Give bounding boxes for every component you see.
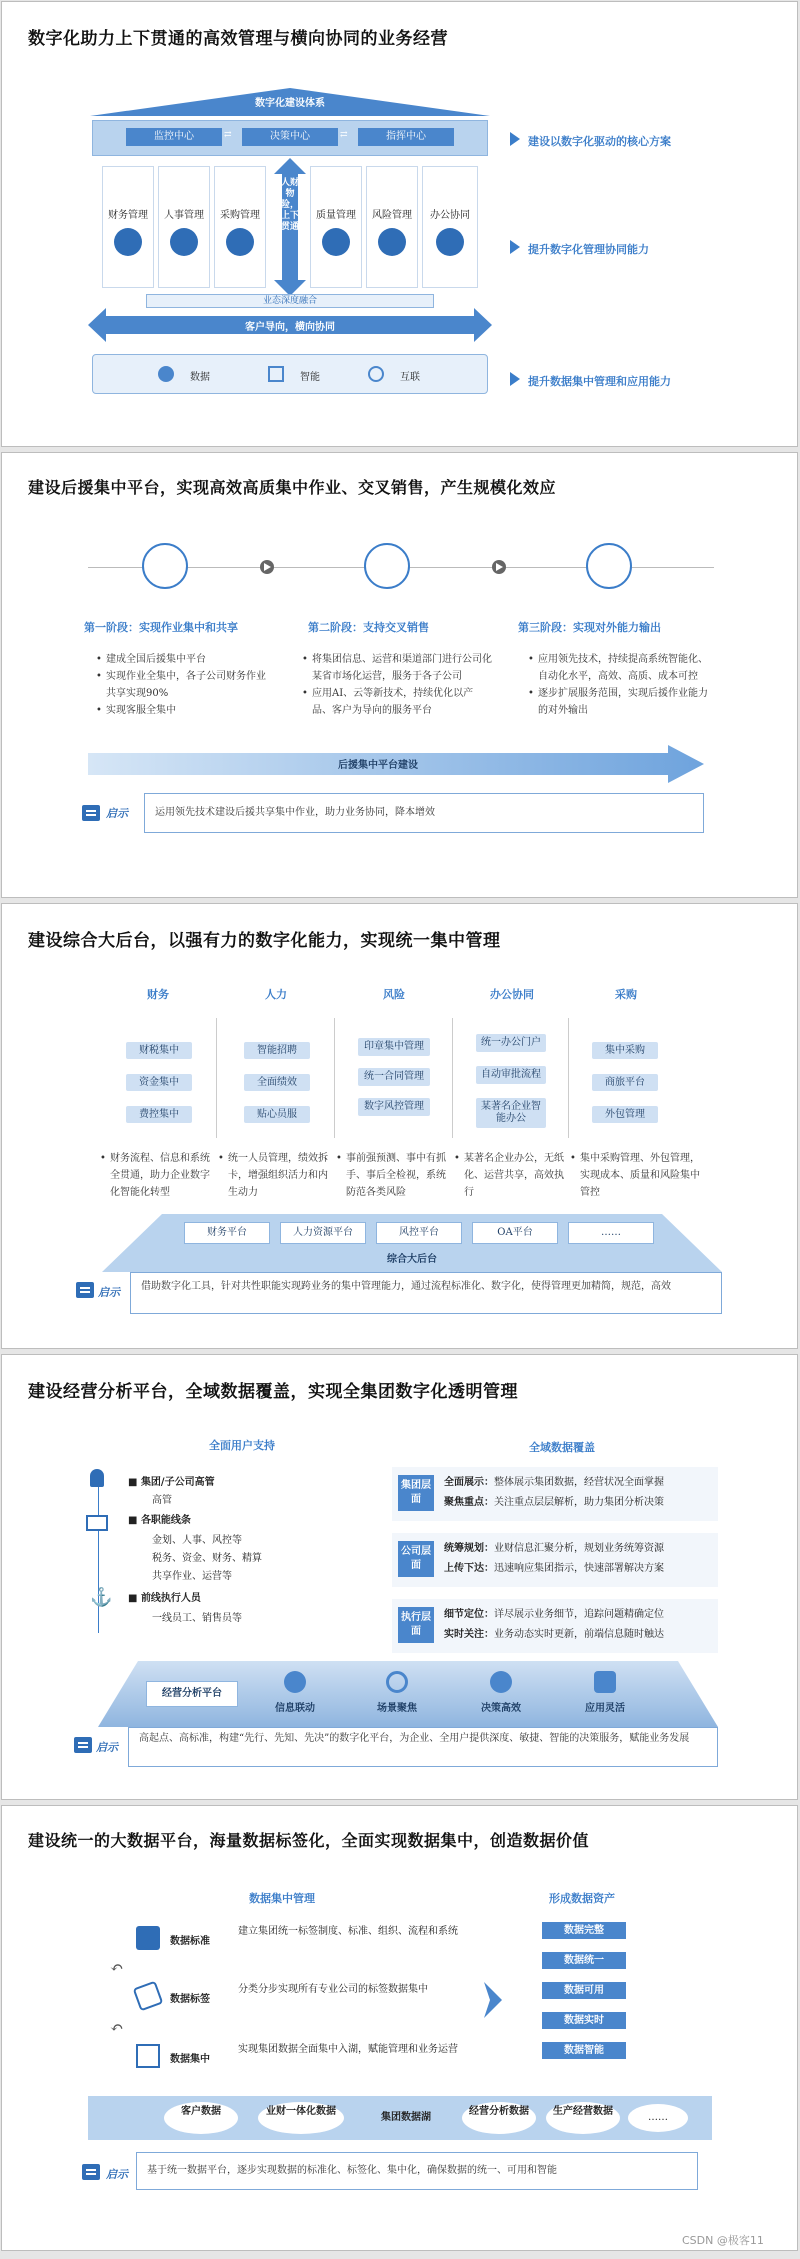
focus-icon bbox=[142, 543, 188, 589]
column-desc bbox=[454, 1150, 566, 1201]
list-item: • 统一人员管理，绩效拆卡，增强组织活力和内生动力 bbox=[218, 1150, 330, 1201]
list-item: • 集中采购管理、外包管理，实现成本、质量和风险集中管控 bbox=[570, 1150, 700, 1201]
capability-pill: 自动审批流程 bbox=[476, 1066, 546, 1084]
next-icon bbox=[492, 560, 506, 574]
customer-label: 客户导向，横向协同 bbox=[245, 322, 335, 333]
feature-label: 场景聚焦 bbox=[377, 1703, 417, 1714]
module-label: 风险管理 bbox=[372, 210, 412, 221]
user-head-label: 前线执行人员 bbox=[140, 1593, 201, 1604]
anchor-icon: ⚓ bbox=[90, 1587, 113, 1608]
row-key: 细节定位： bbox=[444, 1609, 494, 1620]
feature-label: 应用灵活 bbox=[585, 1703, 625, 1714]
row-key: 聚焦重点： bbox=[444, 1497, 494, 1508]
lake-item: …… bbox=[628, 2104, 688, 2132]
asset-tag: 数据完整 bbox=[542, 1922, 626, 1939]
row-value: 详尽展示业务细节，追踪问题精确定位 bbox=[494, 1609, 664, 1620]
row-key: 全面展示： bbox=[444, 1477, 494, 1488]
capability-pill: 数字风控管理 bbox=[358, 1098, 430, 1116]
list-item: • 建成全国后援集中平台 bbox=[96, 651, 268, 668]
row-name: 数据集中 bbox=[170, 2054, 210, 2065]
divider bbox=[334, 1018, 335, 1138]
phase-list bbox=[96, 651, 268, 719]
insight-icon bbox=[74, 1737, 92, 1753]
slide-back-platform bbox=[1, 903, 798, 1349]
platform-box: 经营分析平台 bbox=[146, 1681, 238, 1707]
base-label: 互联 bbox=[400, 372, 420, 383]
timeline-line bbox=[98, 1473, 99, 1633]
row-value: 关注重点层层解析，助力集团分析决策 bbox=[494, 1497, 664, 1508]
column-title: 人力 bbox=[265, 988, 287, 1001]
slide-title: 数字化助力上下贯通的高效管理与横向协同的业务经营 bbox=[28, 29, 448, 49]
row-key: 统筹规划： bbox=[444, 1543, 494, 1554]
row-value: 业财信息汇聚分析，规划业务统筹资源 bbox=[494, 1543, 664, 1554]
hierarchy-icon bbox=[136, 2044, 160, 2068]
insight-label: 启示 bbox=[98, 1286, 120, 1299]
list-item: • 应用AI、云等新技术，持续优化以产品、客户为导向的服务平台 bbox=[302, 685, 492, 719]
row-key: 实时关注： bbox=[444, 1629, 494, 1640]
office-icon bbox=[436, 228, 464, 256]
presentation-icon bbox=[86, 1515, 108, 1531]
row-desc: 建立集团统一标签制度、标准、组织、流程和系统 bbox=[238, 1926, 458, 1937]
user-line: 税务、资金、财务、精算 bbox=[152, 1553, 262, 1564]
base-bar bbox=[92, 354, 488, 394]
divider bbox=[568, 1018, 569, 1138]
side-text: 建设以数字化驱动的核心方案 bbox=[528, 135, 671, 148]
lake-item: 客户数据 bbox=[164, 2102, 238, 2134]
right-title: 形成数据资产 bbox=[549, 1892, 615, 1905]
base-label: 数据 bbox=[190, 372, 210, 383]
link-icon bbox=[284, 1671, 306, 1693]
center-decision: 决策中心 bbox=[242, 128, 338, 146]
fusion-bar: 业态深度融合 bbox=[146, 294, 434, 308]
curve-arrow-icon: ↶ bbox=[110, 1958, 124, 1977]
watermark: CSDN @极客11 bbox=[682, 2234, 764, 2247]
module-label: 质量管理 bbox=[316, 210, 356, 221]
target-icon bbox=[386, 1671, 408, 1693]
asset-tag: 数据可用 bbox=[542, 1982, 626, 1999]
center-command: 指挥中心 bbox=[358, 128, 454, 146]
module-office bbox=[422, 166, 478, 288]
phase-title: 第一阶段：实现作业集中和共享 bbox=[84, 621, 238, 634]
feature-label: 决策高效 bbox=[481, 1703, 521, 1714]
database-icon bbox=[158, 366, 174, 382]
level-tag: 公司层面 bbox=[398, 1541, 434, 1577]
user-head: ■ 前线执行人员 bbox=[128, 1593, 201, 1604]
slide-bigdata-platform bbox=[1, 1805, 798, 2251]
divider bbox=[216, 1018, 217, 1138]
capability-pill: 某著名企业智能办公 bbox=[476, 1098, 546, 1128]
roof-label: 数字化建设体系 bbox=[255, 98, 325, 109]
capability-pill: 集中采购 bbox=[592, 1042, 658, 1059]
list-item: • 某著名企业办公，无纸化、运营共享，高效执行 bbox=[454, 1150, 566, 1201]
column-title: 风险 bbox=[383, 988, 405, 1001]
level-rows bbox=[444, 1539, 714, 1579]
capability-pill: 统一办公门户 bbox=[476, 1034, 546, 1052]
swap-arrow-icon: ⇄ bbox=[224, 130, 232, 140]
decision-icon bbox=[490, 1671, 512, 1693]
side-text: 提升数字化管理协同能力 bbox=[528, 243, 649, 256]
module-label: 采购管理 bbox=[220, 210, 260, 221]
left-title: 全面用户支持 bbox=[209, 1439, 275, 1452]
arrow-label: 后援集中平台建设 bbox=[338, 760, 418, 771]
module-hr bbox=[158, 166, 210, 288]
curve-arrow-icon: ↶ bbox=[110, 2018, 124, 2037]
row-value: 业务动态实时更新，前端信息随时触达 bbox=[494, 1629, 664, 1640]
lake-item: 生产经营数据 bbox=[546, 2102, 620, 2134]
row-key: 上传下达： bbox=[444, 1563, 494, 1574]
slide-analysis-platform bbox=[1, 1354, 798, 1800]
capability-pill: 贴心员服 bbox=[244, 1106, 310, 1123]
swap-arrow-icon: ⇄ bbox=[340, 130, 348, 140]
row-name: 数据标签 bbox=[170, 1994, 210, 2005]
insight-label: 启示 bbox=[106, 2168, 128, 2181]
row-value: 整体展示集团数据，经营状况全面掌握 bbox=[494, 1477, 664, 1488]
app-icon bbox=[594, 1671, 616, 1693]
insight-icon bbox=[82, 805, 100, 821]
capability-pill: 商旅平台 bbox=[592, 1074, 658, 1091]
calculator-icon bbox=[114, 228, 142, 256]
vertical-label: 人财物险，上下贯通 bbox=[281, 178, 300, 232]
slide-title: 建设后援集中平台，实现高效高质集中作业、交叉销售，产生规模化效应 bbox=[28, 478, 557, 497]
asset-tag: 数据智能 bbox=[542, 2042, 626, 2059]
module-label: 财务管理 bbox=[108, 210, 148, 221]
user-head-label: 各职能线条 bbox=[140, 1515, 191, 1526]
feature-label: 信息联动 bbox=[275, 1703, 315, 1714]
column-desc bbox=[218, 1150, 330, 1201]
cart-icon bbox=[226, 228, 254, 256]
triangle-icon bbox=[510, 132, 520, 146]
base-label: 综合大后台 bbox=[387, 1254, 437, 1265]
level-tag: 执行层面 bbox=[398, 1607, 434, 1643]
platform-box: 财务平台 bbox=[184, 1222, 270, 1244]
platform-box: …… bbox=[568, 1222, 654, 1244]
capability-pill: 费控集中 bbox=[126, 1106, 192, 1123]
capability-pill: 全面绩效 bbox=[244, 1074, 310, 1091]
row-desc: 分类分步实现所有专业公司的标签数据集中 bbox=[238, 1984, 428, 1995]
row-value: 迅速响应集团指示，快速部署解决方案 bbox=[494, 1563, 664, 1574]
column-desc bbox=[336, 1150, 448, 1201]
cube-icon bbox=[268, 366, 284, 382]
list-item: • 财务流程、信息和系统全贯通，助力企业数字化智能化转型 bbox=[100, 1150, 212, 1201]
user-head: ■ 集团/子公司高管 bbox=[128, 1477, 215, 1488]
user-line: 共享作业、运营等 bbox=[152, 1571, 232, 1582]
capability-pill: 统一合同管理 bbox=[358, 1068, 430, 1086]
people-icon bbox=[170, 228, 198, 256]
level-rows bbox=[444, 1473, 714, 1513]
capability-pill: 智能招聘 bbox=[244, 1042, 310, 1059]
user-line: 一线员工、销售员等 bbox=[152, 1613, 242, 1624]
lake-center: 集团数据湖 bbox=[381, 2112, 431, 2123]
insight-label: 启示 bbox=[96, 1741, 118, 1754]
platform-box: 风控平台 bbox=[376, 1222, 462, 1244]
capability-pill: 财税集中 bbox=[126, 1042, 192, 1059]
center-monitor: 监控中心 bbox=[126, 128, 222, 146]
divider bbox=[452, 1018, 453, 1138]
row-desc: 实现集团数据全面集中入湖，赋能管理和业务运营 bbox=[238, 2044, 458, 2055]
slide-backoffice-platform bbox=[1, 452, 798, 898]
right-title: 全域数据覆盖 bbox=[529, 1441, 595, 1454]
next-icon bbox=[260, 560, 274, 574]
insight-icon bbox=[82, 2164, 100, 2180]
module-risk bbox=[366, 166, 418, 288]
capability-pill: 外包管理 bbox=[592, 1106, 658, 1123]
row-name: 数据标准 bbox=[170, 1936, 210, 1947]
triangle-icon bbox=[510, 240, 520, 254]
lake-item: 业财一体化数据 bbox=[258, 2102, 344, 2134]
list-item: • 逐步扩展服务范围，实现后援作业能力的对外输出 bbox=[528, 685, 708, 719]
insight-text: 高起点、高标准，构建“先行、先知、先决”的数字化平台，为企业、全用户提供深度、敏捷、智能的决策服务，赋能业务发展 bbox=[128, 1727, 718, 1767]
capability-pill: 资金集中 bbox=[126, 1074, 192, 1091]
column-desc bbox=[570, 1150, 700, 1201]
insight-label: 启示 bbox=[106, 807, 128, 820]
user-head: ■ 各职能线条 bbox=[128, 1515, 191, 1526]
asset-tag: 数据统一 bbox=[542, 1952, 626, 1969]
triangle-icon bbox=[510, 372, 520, 386]
level-rows bbox=[444, 1605, 714, 1645]
insight-icon bbox=[76, 1282, 94, 1298]
column-title: 采购 bbox=[615, 988, 637, 1001]
list-item: • 事前强预测、事中有抓手、事后全检视，系统防范各类风险 bbox=[336, 1150, 448, 1201]
slide-digital-system bbox=[1, 1, 798, 447]
slide-title: 建设综合大后台，以强有力的数字化能力，实现统一集中管理 bbox=[28, 931, 501, 951]
phase-list bbox=[528, 651, 708, 719]
module-quality bbox=[310, 166, 362, 288]
person-icon bbox=[90, 1469, 104, 1487]
module-finance bbox=[102, 166, 154, 288]
phase-list bbox=[302, 651, 492, 719]
platform-box: 人力资源平台 bbox=[280, 1222, 366, 1244]
capability-pill: 印章集中管理 bbox=[358, 1038, 430, 1056]
quality-icon bbox=[322, 228, 350, 256]
user-line: 高管 bbox=[152, 1495, 172, 1506]
module-label: 办公协同 bbox=[430, 210, 470, 221]
user-line: 金划、人事、风控等 bbox=[152, 1535, 242, 1546]
platform-box: OA平台 bbox=[472, 1222, 558, 1244]
lake-item: 经营分析数据 bbox=[462, 2102, 536, 2134]
base-label: 智能 bbox=[300, 372, 320, 383]
insight-text: 运用领先技术建设后援共享集中作业，助力业务协同，降本增效 bbox=[144, 793, 704, 833]
slide-title: 建设经营分析平台，全域数据覆盖，实现全集团数字化透明管理 bbox=[28, 1382, 518, 1402]
insight-text: 借助数字化工具，针对共性职能实现跨业务的集中管理能力，通过流程标准化、数字化，使得管理更加精简，规范，高效 bbox=[130, 1272, 722, 1314]
user-head-label: 集团/子公司高管 bbox=[140, 1477, 215, 1488]
slide-title: 建设统一的大数据平台，海量数据标签化，全面实现数据集中，创造数据价值 bbox=[28, 1831, 590, 1850]
level-tag: 集团层面 bbox=[398, 1475, 434, 1511]
phase-title: 第二阶段：支持交叉销售 bbox=[308, 621, 429, 634]
column-title: 办公协同 bbox=[490, 988, 534, 1001]
list-item: • 应用领先技术，持续提高系统智能化、自动化水平，高效、高质、成本可控 bbox=[528, 651, 708, 685]
asset-tag: 数据实时 bbox=[542, 2012, 626, 2029]
list-item: • 实现作业全集中，各子公司财务作业共享实现90% bbox=[96, 668, 268, 702]
grid-icon bbox=[136, 1926, 160, 1950]
list-item: • 实现客服全集中 bbox=[96, 702, 268, 719]
phase-title: 第三阶段：实现对外能力输出 bbox=[518, 621, 661, 634]
tag-icon bbox=[133, 1981, 164, 2012]
chevron-right-icon bbox=[484, 1982, 502, 2018]
module-label: 人事管理 bbox=[164, 210, 204, 221]
network-icon bbox=[364, 543, 410, 589]
insight-text: 基于统一数据平台，逐步实现数据的标准化、标签化、集中化，确保数据的统一、可用和智能 bbox=[136, 2152, 698, 2190]
network-icon bbox=[368, 366, 384, 382]
side-text: 提升数据集中管理和应用能力 bbox=[528, 375, 671, 388]
list-item: • 将集团信息、运营和渠道部门进行公司化某省市场化运营，服务于各子公司 bbox=[302, 651, 492, 685]
export-icon bbox=[586, 543, 632, 589]
column-desc bbox=[100, 1150, 212, 1201]
risk-icon bbox=[378, 228, 406, 256]
left-title: 数据集中管理 bbox=[249, 1892, 315, 1905]
column-title: 财务 bbox=[147, 988, 169, 1001]
module-purchase bbox=[214, 166, 266, 288]
